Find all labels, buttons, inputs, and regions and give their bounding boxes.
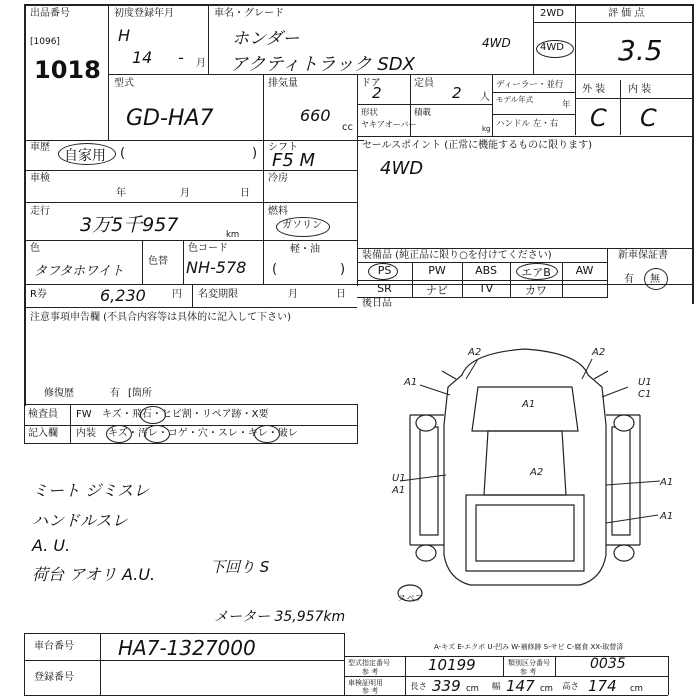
capacity-value: 2 — [452, 84, 462, 102]
damage-mark: A2 — [530, 467, 544, 478]
grid-line — [492, 114, 575, 115]
height-unit: cm — [630, 684, 643, 694]
fuel-label: 燃料 — [268, 206, 288, 217]
type-cert-value: 10199 — [428, 656, 476, 674]
form-border-right — [692, 4, 694, 304]
note-line: ハンドルスレ — [32, 511, 128, 530]
spare-label: スペア — [398, 594, 424, 604]
interior-value: C — [640, 104, 657, 132]
damage-mark: U1 — [392, 473, 406, 484]
warranty-no: 無 — [650, 274, 660, 285]
history-label: 車歴 — [30, 142, 50, 153]
fw-item: リペア跡 — [201, 409, 242, 420]
interior-item: スレ — [217, 428, 238, 439]
note-line: ミート ジミスレ — [32, 481, 150, 500]
grid-line — [492, 74, 493, 136]
grid-line — [357, 136, 693, 137]
grid-line — [24, 202, 357, 203]
length-value: 339 — [432, 677, 461, 695]
color-change-label: 色替 — [148, 256, 168, 267]
lot-number-label: 出品番号 — [30, 8, 70, 19]
inspection-label: 車検 — [30, 173, 50, 184]
rating-value: 3.5 — [618, 34, 663, 67]
repair-yes: 有 — [110, 388, 120, 399]
model-label: 型式 — [114, 78, 134, 89]
equip-aw: AW — [575, 264, 594, 277]
first-reg-era: H — [118, 26, 131, 45]
doors-label: ドア — [361, 78, 381, 89]
shift-value: F5 M — [272, 150, 316, 171]
rear-seat-label: 後日品 — [362, 298, 392, 309]
damage-mark: A1 — [660, 511, 674, 522]
model-year-label: モデル年式 — [496, 95, 534, 104]
grid-line — [24, 307, 357, 308]
damage-mark: A2 — [592, 347, 606, 358]
grid-line — [555, 656, 556, 676]
notes-label: 注意事項申告欄 (不具合内容等は具体的に記入して下さい) — [30, 312, 291, 323]
note-line: 荷台 アオリ A.U. — [32, 565, 156, 584]
interior-item: キズ — [108, 428, 128, 439]
vehicle-cert-label: 車検証明用 — [348, 679, 383, 687]
inspection-day: 日 — [240, 188, 250, 199]
equip-navi: ナビ — [426, 284, 448, 297]
first-reg-year: 14 — [132, 48, 153, 67]
grid-line — [24, 140, 364, 141]
repair-location: [箇所 — [128, 388, 152, 399]
grid-line — [344, 695, 668, 696]
doors-value: 2 — [372, 84, 382, 102]
grid-line — [70, 404, 71, 444]
damage-mark: A1 — [392, 485, 406, 496]
chassis-label: 車台番号 — [34, 641, 74, 652]
first-reg-label: 初度登録年月 — [114, 8, 174, 19]
interior-row-label: 内装 — [76, 428, 96, 439]
grid-line — [357, 104, 492, 105]
grid-line — [344, 633, 345, 695]
equipment-label: 装備品 (純正品に限り○を付けてください) — [362, 250, 552, 261]
first-reg-month-unit: 月 — [196, 58, 206, 69]
fw-item: 飛石 — [131, 409, 152, 420]
fw-item: ヒビ割 — [161, 409, 192, 420]
equip-tv: TV — [478, 282, 494, 295]
fuel-oil: 軽・油 — [290, 244, 320, 255]
color-code-paren-close: ) — [340, 262, 346, 277]
model-year-unit: 年 — [562, 100, 571, 110]
capacity-unit: 人 — [480, 92, 490, 103]
length-label: 長さ — [410, 682, 428, 692]
grid-line — [24, 633, 25, 695]
interior-item: キレ — [247, 428, 268, 439]
car-grade: アクティトラック SDX — [230, 54, 415, 75]
repair-label: 修復歴 — [44, 388, 74, 399]
grid-line — [575, 98, 693, 99]
color-value: タフタホワイト — [34, 264, 124, 279]
displacement-unit: cc — [342, 122, 353, 133]
shift-label: シフト — [268, 142, 298, 153]
type-cert-label: 型式指定番号 — [348, 659, 390, 667]
width-label: 幅 — [492, 682, 501, 692]
color-label: 色 — [30, 243, 40, 254]
drive-4wd: 4WD — [540, 42, 564, 53]
fw-circle-tobiishi — [140, 406, 166, 424]
grid-line — [24, 425, 357, 426]
mileage-label: 走行 — [30, 206, 50, 217]
equip-airbag-circle — [516, 263, 558, 280]
mileage-value: 3万5千957 — [80, 214, 179, 236]
grid-line — [24, 695, 344, 696]
color-code-value: NH-578 — [186, 258, 247, 277]
inspector-label: 検査員 — [28, 409, 58, 420]
interior-items: キズ・汚レ・コゲ・穴・スレ・キレ・破レ — [108, 428, 298, 439]
car-maker: ホンダー — [232, 29, 300, 49]
displacement-label: 排気量 — [268, 78, 298, 89]
grid-line — [100, 633, 101, 695]
form-border-left — [24, 4, 26, 406]
category-label: 類別区分番号 — [508, 659, 550, 667]
name-change-month: 月 — [288, 289, 298, 300]
inspection-year: 年 — [116, 188, 126, 199]
grid-line — [24, 633, 344, 634]
recycle-unit: 円 — [172, 289, 182, 300]
grid-line — [24, 404, 25, 444]
color-code-paren: ( — [272, 262, 278, 277]
note-line: A. U. — [32, 536, 71, 555]
reg-label: 登録番号 — [34, 672, 74, 683]
equip-pw: PW — [428, 264, 446, 277]
drive-2wd: 2WD — [540, 8, 564, 19]
legend: A-キズ E-エクボ U-凹み W-補修跡 S-サビ C-腐食 XX-取替済 — [434, 643, 624, 651]
grid-line — [668, 656, 669, 695]
grid-line — [607, 248, 608, 298]
interior-circle-kizu — [106, 425, 132, 443]
damage-mark: U1 — [638, 377, 652, 388]
vehicle-cert-ref: 参 考 — [362, 687, 379, 695]
aircon-label: 冷房 — [268, 173, 288, 184]
damage-mark: A1 — [522, 399, 536, 410]
interior-item: コゲ — [167, 428, 188, 439]
grid-line — [142, 240, 143, 284]
warranty-yes: 有 — [624, 274, 634, 285]
interior-item: 破レ — [277, 428, 298, 439]
color-code-label: 色コード — [188, 243, 228, 254]
category-value: 0035 — [590, 656, 626, 672]
equip-sr: SR — [377, 282, 392, 295]
grid-line — [357, 262, 607, 263]
fw-items: キズ・飛石・ヒビ割・リペア跡・X要 — [102, 409, 269, 420]
warranty-label: 新車保証書 — [618, 250, 668, 261]
grid-line — [208, 4, 209, 74]
grid-line — [357, 404, 358, 444]
capacity-label: 定員 — [414, 78, 434, 89]
lot-code: [1096] — [30, 37, 60, 47]
width-value: 147 — [506, 677, 535, 695]
interior-item: 汚レ — [137, 428, 158, 439]
equip-abs: ABS — [475, 264, 497, 277]
grid-line — [533, 22, 693, 23]
type-cert-ref: 参 考 — [362, 668, 379, 676]
displacement-value: 660 — [300, 106, 331, 125]
damage-mark: A2 — [468, 347, 482, 358]
rating-label: 評 価 点 — [608, 8, 645, 19]
damage-mark: A1 — [660, 477, 674, 488]
sales-point-label: セールスポイント (正常に機能するものに限ります) — [362, 140, 593, 151]
grid-line — [492, 92, 575, 93]
handle-label: ハンドル 左・右 — [496, 119, 559, 129]
damage-mark: C1 — [638, 389, 652, 400]
height-label: 高さ — [562, 682, 580, 692]
vehicle-damage-diagram — [370, 335, 680, 610]
grid-line — [357, 297, 607, 298]
inspection-month: 月 — [180, 188, 190, 199]
recycle-label: R券 — [30, 289, 47, 300]
fw-label: FW — [76, 409, 92, 420]
interior-circle-yogore — [144, 425, 170, 443]
recycle-value: 6,230 — [100, 286, 146, 305]
grid-line — [263, 140, 264, 285]
grid-line — [24, 443, 357, 444]
grid-line — [410, 74, 411, 104]
grid-line — [24, 660, 344, 661]
fuel-gas: ガソリン — [282, 220, 322, 231]
name-change-day: 日 — [336, 289, 346, 300]
history-paren: ( — [120, 146, 126, 161]
interior-label: 内 装 — [628, 84, 652, 95]
grid-line — [357, 248, 693, 249]
equip-ps-circle — [368, 263, 398, 280]
grid-line — [24, 240, 357, 241]
exterior-value: C — [590, 104, 607, 132]
grid-line — [357, 74, 358, 136]
height-value: 174 — [588, 677, 617, 695]
equip-airbag: エアB — [521, 266, 551, 279]
model-value: GD-HA7 — [126, 106, 214, 131]
grid-line — [405, 656, 406, 695]
grid-line — [24, 404, 357, 405]
category-ref: 参 考 — [520, 668, 537, 676]
exterior-label: 外 装 — [582, 84, 606, 95]
history-paren-close: ) — [252, 146, 258, 161]
grid-line — [357, 280, 607, 281]
chassis-value: HA7-1327000 — [118, 636, 256, 660]
mileage-unit: km — [226, 230, 240, 240]
grid-line — [192, 284, 193, 307]
grid-line — [575, 4, 576, 135]
damage-mark: A1 — [404, 377, 418, 388]
shape-label: 形状 — [361, 108, 379, 118]
history-value: 自家用 — [64, 148, 106, 164]
grid-line — [108, 4, 109, 140]
note-line: 下回り S — [210, 558, 270, 576]
dealer-label: ディーラー・並行 — [496, 80, 564, 90]
sales-point-value: 4WD — [380, 158, 424, 179]
load-label: 積載 — [414, 108, 432, 118]
grid-line — [533, 4, 534, 74]
grid-line — [620, 80, 621, 135]
load-unit: kg — [482, 125, 491, 133]
fw-item: X要 — [251, 409, 269, 420]
equip-leather: カワ — [525, 284, 547, 297]
width-unit: cm — [540, 684, 553, 694]
grid-line — [263, 74, 264, 140]
shape-value: ヤキアオーバー — [361, 120, 417, 129]
first-reg-dash: - — [178, 48, 184, 67]
equip-ps: PS — [377, 264, 392, 277]
interior-circle-sure — [254, 425, 280, 443]
form-border-top — [24, 4, 694, 6]
fw-item: キズ — [102, 409, 122, 420]
car-name-label: 車名・グレード — [214, 8, 284, 19]
mileage-note: メーター 35,957km — [214, 609, 346, 625]
grid-line — [183, 240, 184, 284]
lot-number: 1018 — [34, 56, 101, 84]
car-drive-note: 4WD — [482, 36, 511, 50]
record-label: 記入欄 — [28, 428, 58, 439]
name-change-label: 名変期限 — [198, 289, 238, 300]
length-unit: cm — [466, 684, 479, 694]
grid-line — [503, 656, 504, 676]
interior-item: 穴 — [197, 428, 208, 439]
